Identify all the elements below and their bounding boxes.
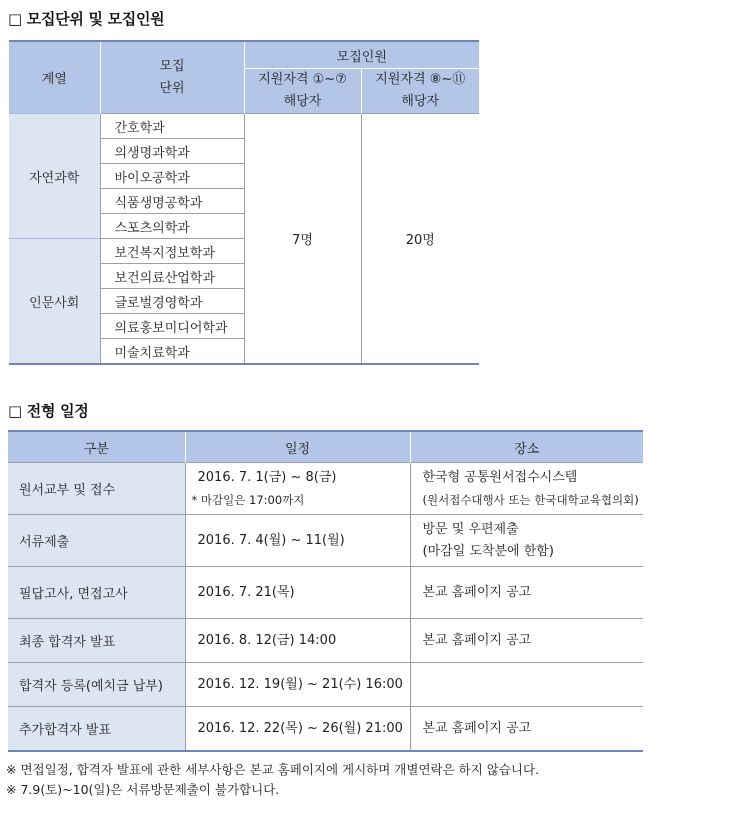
header-category: 구분 [8,431,185,463]
header-quota-a: 지원자격 ①~⑦ 해당자 [244,69,361,114]
header-quota-b: 지원자격 ⑧~⑪ 해당자 [361,69,479,114]
schedule-date: 2016. 8. 12(금) 14:00 [185,619,410,663]
header-date: 일정 [185,431,410,463]
quota-a-value: 7명 [244,114,361,365]
unit-cell: 식품생명공학과 [100,189,244,214]
unit-cell: 스포츠의학과 [100,214,244,239]
schedule-category: 필답고사, 면접고사 [8,567,185,619]
schedule-date: 2016. 12. 19(월) ~ 21(수) 16:00 [185,663,410,707]
unit-cell: 의생명과학과 [100,139,244,164]
schedule-category: 합격자 등록(예치금 납부) [8,663,185,707]
category-cell: 자연과학 [9,114,100,239]
unit-cell: 의료홍보미디어학과 [100,314,244,339]
schedule-place [410,663,643,707]
schedule-category: 최종 합격자 발표 [8,619,185,663]
schedule-table [8,430,643,752]
schedule-place: 본교 홈페이지 공고 [410,567,643,619]
schedule-place: 한국형 공통원서접수시스템 (원서접수대행사 또는 한국대학교육협의회) [410,463,643,515]
unit-cell: 바이오공학과 [100,164,244,189]
header-place: 장소 [410,431,643,463]
quota-table [9,40,479,365]
note-2: ※ 7.9(토)~10(일)은 서류방문제출이 불가합니다. [6,782,280,797]
schedule-place: 본교 홈페이지 공고 [410,707,643,752]
unit-cell: 글로벌경영학과 [100,289,244,314]
header-quota: 모집인원 [244,41,479,69]
unit-cell: 간호학과 [100,114,244,139]
schedule-date: 2016. 7. 21(목) [185,567,410,619]
schedule-date: 2016. 7. 1(금) ~ 8(금) * 마감일은 17:00까지 [185,463,410,515]
schedule-place: 본교 홈페이지 공고 [410,619,643,663]
schedule-category: 서류제출 [8,515,185,567]
schedule-date: 2016. 12. 22(목) ~ 26(월) 21:00 [185,707,410,752]
header-unit: 모집 단위 [100,41,244,114]
quota-b-value: 20명 [361,114,479,365]
note-1: ※ 면접일정, 합격자 발표에 관한 세부사항은 본교 홈페이지에 게시하며 개별연락은 하지 않습니다. [6,762,540,777]
unit-cell: 보건의료산업학과 [100,264,244,289]
schedule-place: 방문 및 우편제출 (마감일 도착분에 한함) [410,515,643,567]
schedule-category: 추가합격자 발표 [8,707,185,752]
schedule-category: 원서교부 및 접수 [8,463,185,515]
section2-title: □ 전형 일정 [8,402,89,420]
category-cell: 인문사회 [9,239,100,365]
section1-title: □ 모집단위 및 모집인원 [8,10,165,28]
header-category: 계열 [9,41,100,114]
schedule-date: 2016. 7. 4(월) ~ 11(월) [185,515,410,567]
unit-cell: 보건복지정보학과 [100,239,244,264]
unit-cell: 미술치료학과 [100,339,244,365]
